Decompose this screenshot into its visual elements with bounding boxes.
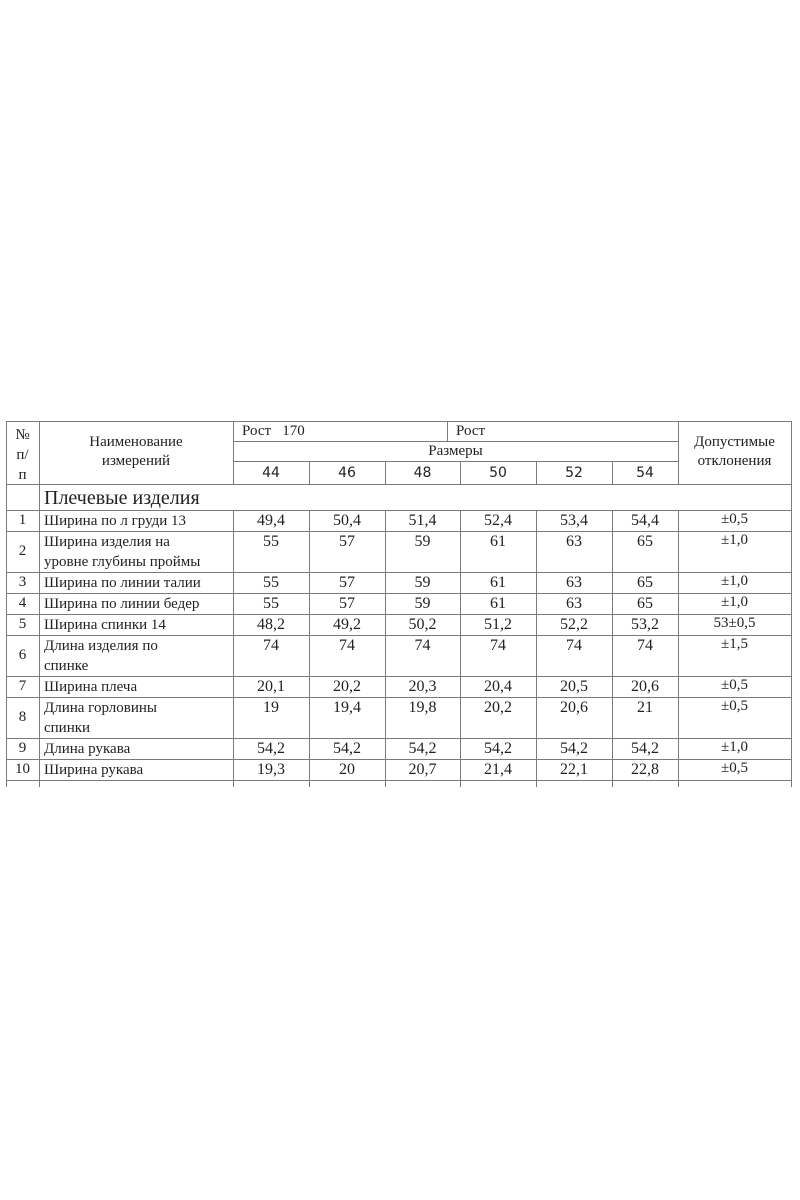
value-size-52: 22,1 (560, 761, 588, 778)
header-sizes-label: Размеры (428, 443, 483, 459)
grid-line (6, 593, 792, 594)
grid-line (678, 421, 679, 484)
header-size-46: 46 (338, 465, 356, 481)
grid-line (678, 510, 679, 787)
row-tolerance: ±1,0 (721, 532, 748, 548)
header-tolerance (678, 433, 791, 471)
value-size-44: 49,4 (257, 512, 285, 529)
grid-line (309, 510, 310, 787)
value-size-50: 74 (490, 637, 506, 654)
value-size-44: 55 (263, 574, 279, 591)
grid-line (233, 421, 234, 484)
row-number: 3 (18, 574, 27, 590)
row-tolerance: ±0,5 (721, 760, 748, 776)
value-size-46: 20 (339, 761, 355, 778)
value-size-46: 49,2 (333, 616, 361, 633)
grid-line (460, 461, 461, 484)
header-size-54: 54 (636, 465, 654, 481)
grid-line (612, 510, 613, 787)
row-tolerance: ±0,5 (721, 677, 748, 693)
header-tolerance-line: Допустимые (694, 434, 775, 450)
value-size-50: 61 (490, 533, 506, 550)
grid-line (385, 510, 386, 787)
row-name-line: Ширина изделия на (44, 534, 170, 550)
grid-line (6, 635, 792, 636)
value-size-44: 48,2 (257, 616, 285, 633)
value-size-54: 20,6 (631, 678, 659, 695)
row-number: 2 (18, 543, 27, 559)
value-size-48: 74 (414, 637, 431, 654)
value-size-44: 19,3 (257, 761, 285, 778)
value-size-54: 65 (637, 533, 653, 550)
value-size-52: 20,6 (560, 699, 588, 716)
value-size-48: 20,3 (408, 678, 437, 695)
value-size-52: 63 (566, 595, 582, 612)
row-name-line: Ширина плеча (44, 679, 138, 695)
grid-line (447, 421, 448, 441)
grid-line (6, 484, 792, 485)
value-size-54: 21 (637, 699, 653, 716)
value-size-46: 57 (339, 574, 355, 591)
value-size-54: 65 (637, 595, 653, 612)
value-size-44: 54,2 (257, 740, 285, 757)
value-size-48: 51,4 (408, 512, 437, 529)
value-size-44: 55 (263, 533, 279, 550)
grid-line (6, 531, 792, 532)
value-size-52: 52,2 (560, 616, 588, 633)
row-tolerance: ±1,0 (721, 573, 748, 589)
grid-line (233, 510, 234, 787)
grid-line (460, 510, 461, 787)
value-size-46: 54,2 (333, 740, 361, 757)
row-name (44, 511, 233, 531)
value-size-52: 54,2 (560, 740, 588, 757)
header-tolerance-line: отклонения (697, 453, 772, 469)
row-number: 6 (18, 647, 27, 663)
header-size-44: 44 (262, 465, 280, 481)
row-name-line: Ширина по линии бедер (44, 596, 200, 612)
header-size-52: 52 (565, 465, 583, 481)
value-size-46: 50,4 (333, 512, 361, 529)
grid-line (6, 572, 792, 573)
row-number: 4 (18, 595, 27, 611)
row-name-line: Длина изделия по (44, 638, 158, 654)
row-name (44, 739, 233, 759)
value-size-46: 57 (339, 533, 355, 550)
row-tolerance: 53±0,5 (713, 615, 756, 631)
header-number-line: п (18, 467, 27, 483)
value-size-52: 63 (566, 574, 582, 591)
value-size-48: 50,2 (408, 616, 437, 633)
value-size-48: 59 (414, 533, 431, 550)
row-name (44, 760, 233, 780)
grid-line (39, 421, 40, 787)
header-name-line: Наименование (89, 434, 183, 450)
row-name (44, 615, 233, 635)
grid-line (536, 461, 537, 484)
grid-line (6, 676, 792, 677)
grid-line (6, 421, 7, 787)
header-height-170: Рост 170 (242, 423, 305, 439)
row-name-line: Длина рукава (44, 741, 131, 757)
row-name-line: спинки (44, 720, 91, 736)
value-size-54: 65 (637, 574, 653, 591)
value-size-52: 20,5 (560, 678, 588, 695)
grid-line (6, 780, 792, 781)
row-number: 7 (18, 678, 27, 694)
row-tolerance: ±1,5 (721, 636, 748, 652)
value-size-50: 20,4 (484, 678, 512, 695)
grid-line (612, 461, 613, 484)
value-size-50: 21,4 (484, 761, 512, 778)
header-name-line: измерений (101, 453, 171, 469)
row-name (44, 532, 233, 572)
row-name-line: спинке (44, 658, 89, 674)
value-size-52: 53,4 (560, 512, 588, 529)
row-name-line: Ширина по л груди 13 (44, 513, 187, 529)
value-size-48: 54,2 (408, 740, 437, 757)
row-number: 8 (18, 709, 27, 725)
value-size-48: 59 (414, 574, 431, 591)
value-size-52: 74 (566, 637, 582, 654)
row-name (44, 698, 233, 738)
value-size-52: 63 (566, 533, 582, 550)
header-size-50: 50 (489, 465, 507, 481)
row-name-line: уровне глубины проймы (44, 554, 201, 570)
value-size-54: 54,4 (631, 512, 659, 529)
value-size-54: 22,8 (631, 761, 659, 778)
row-number: 9 (18, 740, 27, 756)
grid-line (6, 759, 792, 760)
grid-line (6, 738, 792, 739)
row-name (44, 573, 233, 593)
value-size-50: 61 (490, 574, 506, 591)
value-size-50: 51,2 (484, 616, 512, 633)
value-size-50: 61 (490, 595, 506, 612)
grid-line (536, 510, 537, 787)
header-size-48: 48 (413, 465, 432, 481)
grid-line (791, 421, 792, 787)
row-name (44, 636, 233, 676)
grid-line (233, 441, 679, 442)
value-size-46: 57 (339, 595, 355, 612)
row-number: 10 (15, 761, 30, 777)
value-size-50: 54,2 (484, 740, 512, 757)
row-tolerance: ±0,5 (721, 511, 748, 527)
row-number: 1 (18, 512, 27, 528)
header-height: Рост (456, 423, 486, 439)
row-tolerance: ±0,5 (721, 698, 748, 714)
header-number-line: № (15, 427, 30, 443)
grid-line (309, 461, 310, 484)
value-size-44: 20,1 (257, 678, 285, 695)
row-number: 5 (18, 616, 27, 632)
grid-line (6, 421, 792, 422)
grid-line (6, 510, 792, 511)
value-size-48: 59 (414, 595, 431, 612)
header-name (39, 433, 233, 471)
value-size-50: 52,4 (484, 512, 512, 529)
grid-line (385, 461, 386, 484)
value-size-50: 20,2 (484, 699, 512, 716)
value-size-46: 19,4 (333, 699, 361, 716)
value-size-54: 53,2 (631, 616, 659, 633)
row-tolerance: ±1,0 (721, 739, 748, 755)
value-size-44: 74 (263, 637, 279, 654)
grid-line (6, 697, 792, 698)
row-name (44, 677, 233, 697)
value-size-44: 19 (263, 699, 279, 716)
row-name (44, 594, 233, 614)
value-size-44: 55 (263, 595, 279, 612)
row-tolerance: ±1,0 (721, 594, 748, 610)
row-name-line: Ширина спинки 14 (44, 617, 166, 633)
section-title: Плечевые изделия (44, 487, 200, 509)
row-name-line: Ширина по линии талии (44, 575, 201, 591)
value-size-54: 74 (637, 637, 653, 654)
value-size-46: 20,2 (333, 678, 361, 695)
grid-line (6, 614, 792, 615)
header-number (6, 425, 39, 485)
row-name-line: Ширина рукава (44, 762, 144, 778)
row-name-line: Длина горловины (44, 700, 157, 716)
value-size-48: 20,7 (408, 761, 437, 778)
value-size-48: 19,8 (408, 699, 437, 716)
value-size-54: 54,2 (631, 740, 659, 757)
value-size-46: 74 (339, 637, 355, 654)
header-number-line: п/ (16, 447, 29, 463)
